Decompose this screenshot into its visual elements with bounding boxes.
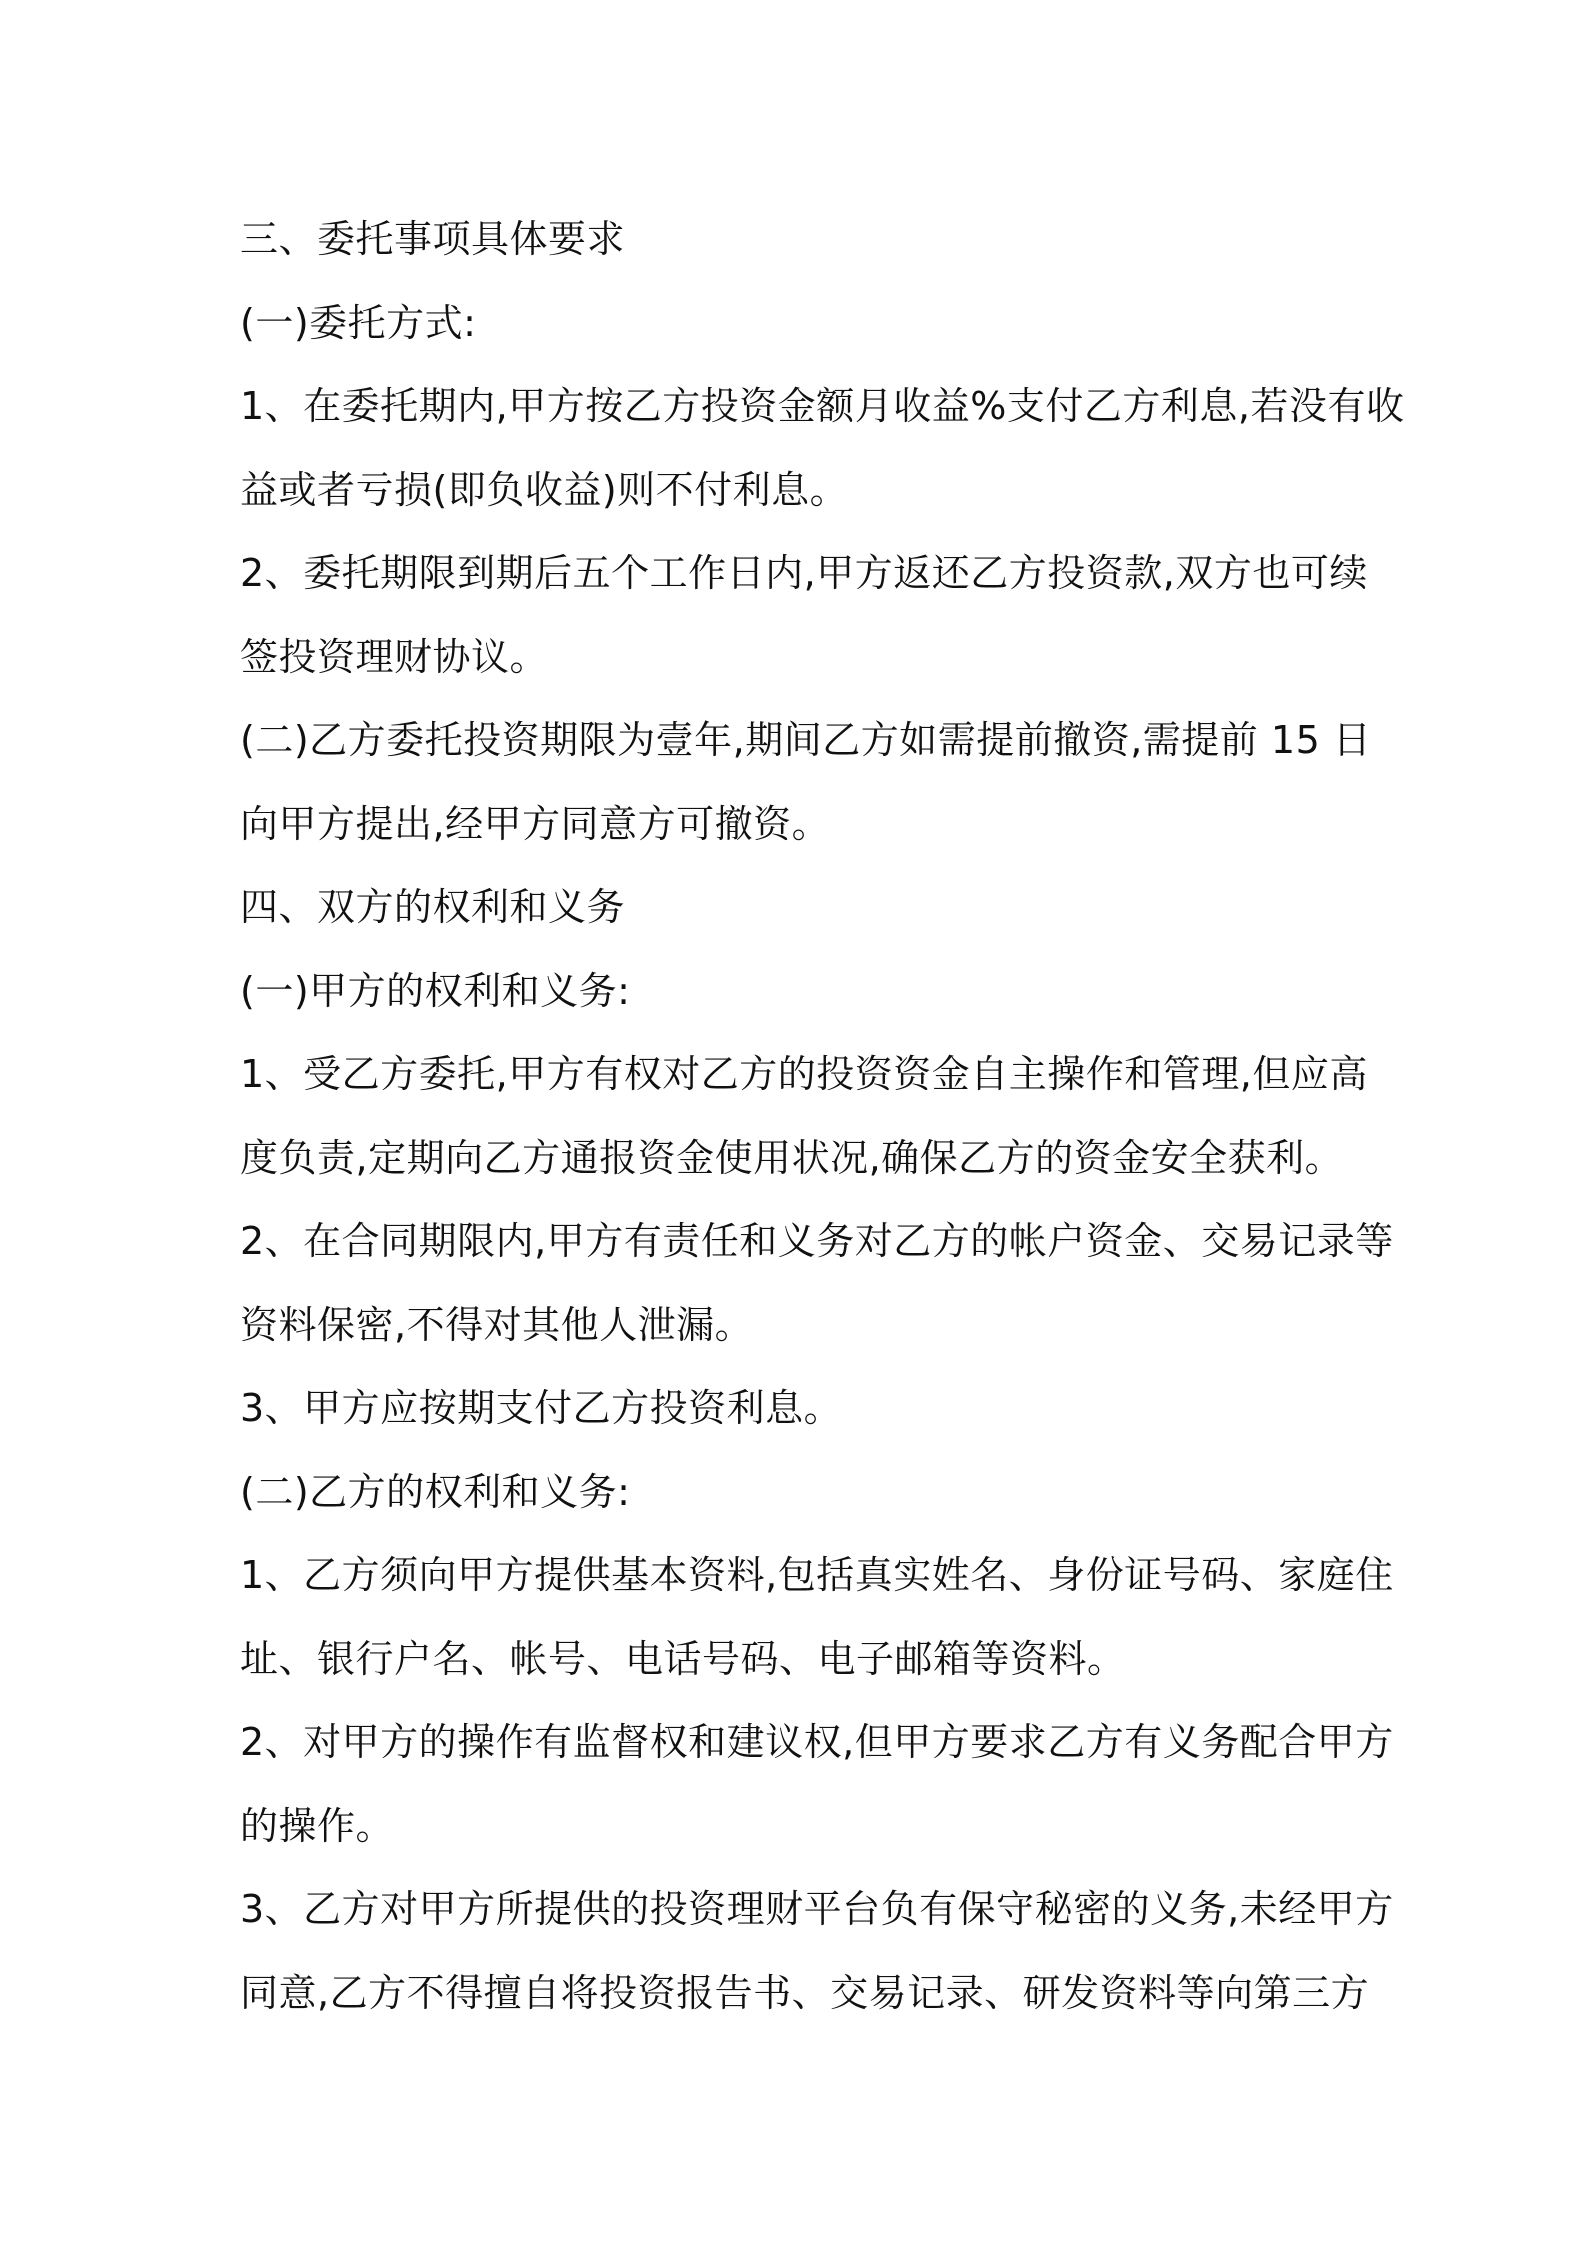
document-body (240, 198, 1405, 2035)
subsection-heading: (一)委托方式: (240, 300, 477, 345)
paragraph-line: 资料保密,不得对其他人泄漏。 (240, 1302, 754, 1347)
paragraph-line: 1、在委托期内,甲方按乙方投资金额月收益%支付乙方利息,若没有收 (240, 384, 1405, 428)
paragraph-line: 向甲方提出,经甲方同意方可撤资。 (240, 801, 831, 846)
paragraph-line: (二)乙方委托投资期限为壹年,期间乙方如需提前撤资,需提前 15 日 (240, 718, 1372, 762)
paragraph-line: 益或者亏损(即负收益)则不付利息。 (240, 467, 849, 512)
subsection-heading: (二)乙方的权利和义务: (240, 1469, 631, 1514)
paragraph-line: 度负责,定期向乙方通报资金使用状况,确保乙方的资金安全获利。 (240, 1135, 1344, 1180)
paragraph-line: 1、乙方须向甲方提供基本资料,包括真实姓名、身份证号码、家庭住 (240, 1553, 1394, 1597)
paragraph-line: 2、在合同期限内,甲方有责任和义务对乙方的帐户资金、交易记录等 (240, 1219, 1394, 1263)
paragraph-line: 签投资理财协议。 (240, 634, 549, 679)
paragraph-line: 2、对甲方的操作有监督权和建议权,但甲方要求乙方有义务配合甲方 (240, 1720, 1394, 1764)
section-heading: 三、委托事项具体要求 (240, 217, 626, 261)
paragraph-line: 1、受乙方委托,甲方有权对乙方的投资资金自主操作和管理,但应高 (240, 1052, 1368, 1096)
paragraph-line: 3、乙方对甲方所提供的投资理财平台负有保守秘密的义务,未经甲方 (240, 1887, 1394, 1931)
paragraph-line: 址、银行户名、帐号、电话号码、电子邮箱等资料。 (240, 1636, 1126, 1681)
paragraph-line: 2、委托期限到期后五个工作日内,甲方返还乙方投资款,双方也可续 (240, 551, 1368, 595)
paragraph-line: 同意,乙方不得擅自将投资报告书、交易记录、研发资料等向第三方 (240, 1970, 1370, 2015)
paragraph-line: 3、甲方应按期支付乙方投资利息。 (240, 1386, 843, 1430)
section-heading: 四、双方的权利和义务 (240, 885, 626, 929)
subsection-heading: (一)甲方的权利和义务: (240, 968, 631, 1013)
paragraph-line: 的操作。 (240, 1803, 395, 1848)
